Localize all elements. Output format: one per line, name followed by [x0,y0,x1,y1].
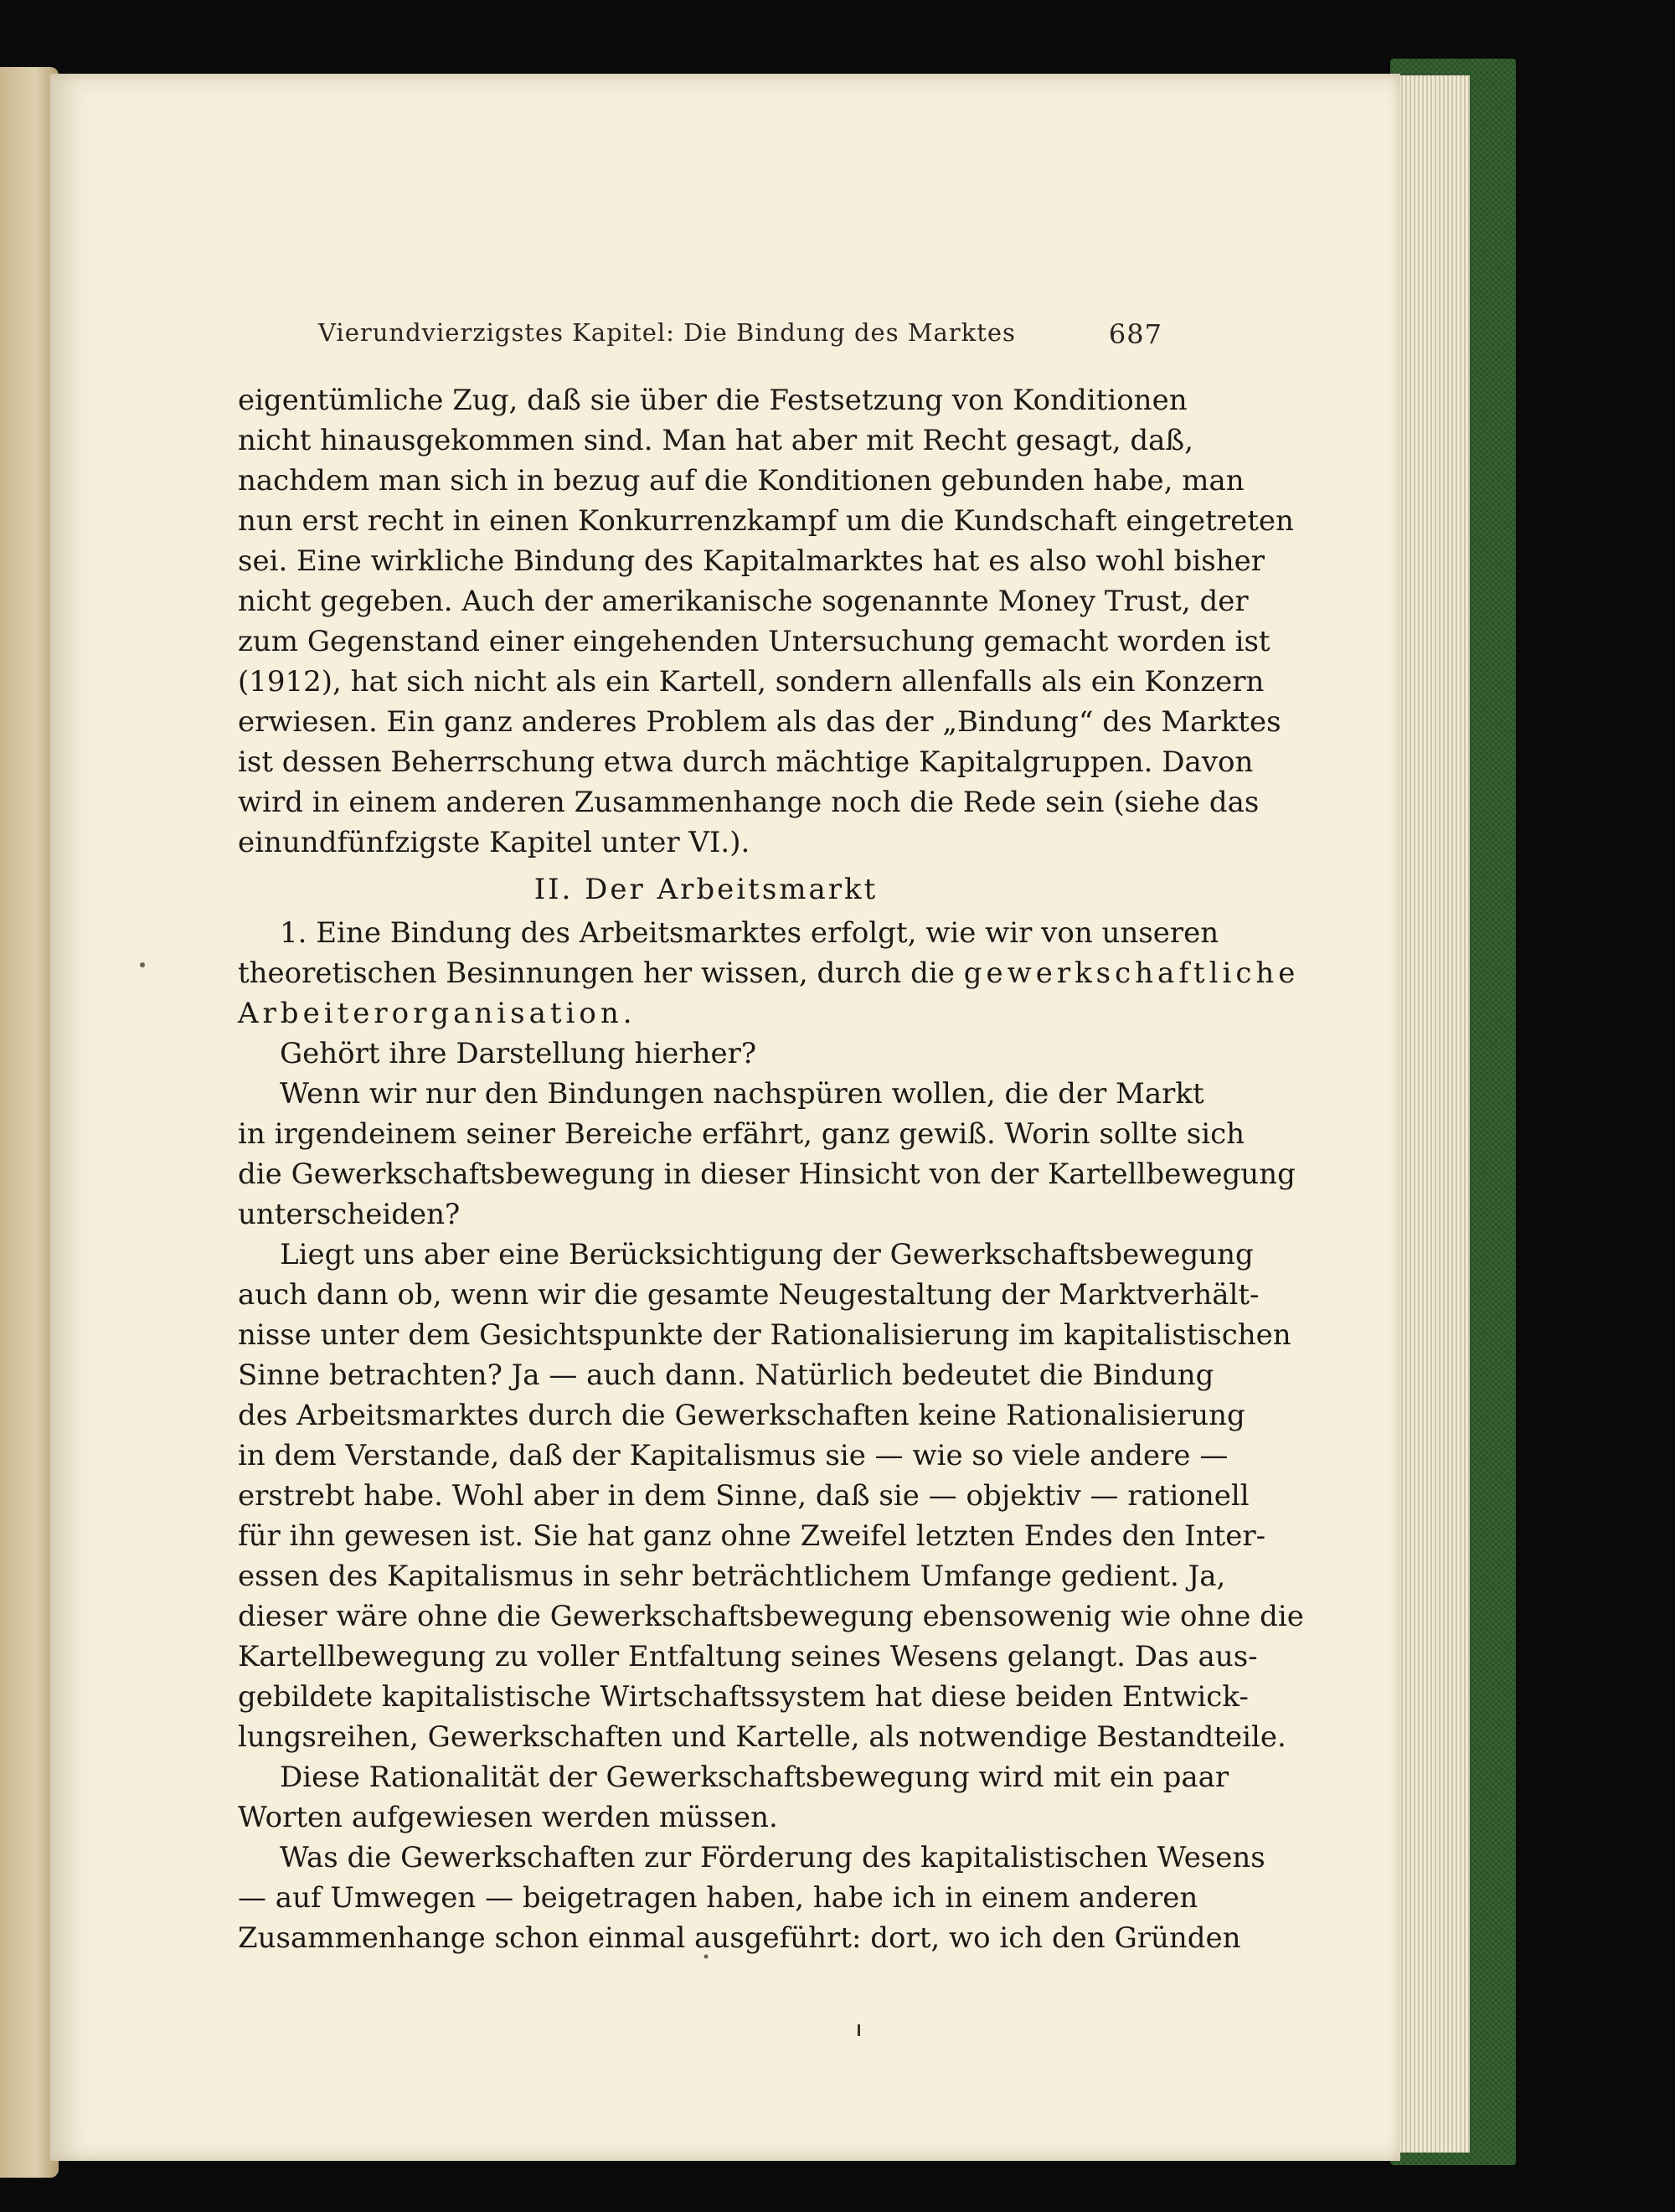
text-line: dieser wäre ohne die Gewerkschaftsbewegung ebensowenig wie ohne die [238,1600,1304,1633]
text-line: Kartellbewegung zu voller Entfaltung seines Wesens gelangt. Das aus- [238,1640,1258,1673]
text-line: des Arbeitsmarktes durch die Gewerkschaften keine Rationalisierung [238,1399,1245,1432]
text-line: Liegt uns aber eine Berücksichtigung der Gewerkschaftsbewegung [280,1238,1254,1271]
text-line: (1912), hat sich nicht als ein Kartell, sondern allenfalls als ein Konzern [238,665,1265,699]
text-line: lungsreihen, Gewerkschaften und Kartelle, als notwendige Bestandteile. [238,1720,1286,1754]
text-line: nachdem man sich in bezug auf die Konditionen gebunden habe, man [238,464,1245,498]
text-line [238,993,1174,1034]
text-line: nun erst recht in einen Konkurrenzkampf um die Kundschaft eingetreten [238,504,1294,538]
text-line: in dem Verstande, daß der Kapitalismus sie — wie so viele andere — [238,1439,1229,1472]
text-line: eigentümliche Zug, daß sie über die Festsetzung von Konditionen [238,384,1188,417]
text-line: sei. Eine wirkliche Bindung des Kapitalmarktes hat es also wohl bisher [238,544,1265,578]
text-line: wird in einem anderen Zusammenhange noch die Rede sein (siehe das [238,786,1260,819]
page-number: 687 [1108,318,1162,350]
text-line: Worten aufgewiesen werden müssen. [238,1801,778,1834]
text-line: essen des Kapitalismus in sehr beträchtlichem Umfange gedient. Ja, [238,1560,1226,1593]
text-line: unterscheiden? [238,1198,461,1231]
text-line: gebildete kapitalistische Wirtschaftssystem hat diese beiden Entwick- [238,1680,1249,1714]
text-line: 1. Eine Bindung des Arbeitsmarktes erfolgt, wie wir von unseren [280,916,1219,950]
text-line: erwiesen. Ein ganz anderes Problem als das der „Bindung“ des Marktes [238,705,1281,739]
emphasis-span: gewerkschaftliche [963,956,1300,990]
text-line: nisse unter dem Gesichtspunkte der Rationalisierung im kapitalistischen [238,1318,1291,1352]
text-line: auch dann ob, wenn wir die gesamte Neugestaltung der Marktverhält- [238,1278,1260,1312]
text-line: für ihn gewesen ist. Sie hat ganz ohne Zweifel letzten Endes den Inter- [238,1519,1266,1553]
text-line: erstrebt habe. Wohl aber in dem Sinne, daß sie — objektiv — rationell [238,1479,1250,1513]
text-line: Gehört ihre Darstellung hierher? [280,1037,757,1070]
book-page [50,74,1400,2161]
emphasis-span: Arbeiterorganisation [238,997,623,1030]
chapter-title: Vierundvierzigstes Kapitel: Die Bindung des Marktes [318,318,1016,347]
running-head [318,318,1162,352]
text-line: Sinne betrachten? Ja — auch dann. Natürlich bedeutet die Bindung [238,1359,1214,1392]
page-block-edges [1390,75,1470,2153]
body-text [238,380,1304,1958]
text-line: nicht gegeben. Auch der amerikanische sogenannte Money Trust, der [238,585,1249,618]
text-line: nicht hinausgekommen sind. Man hat aber mit Recht gesagt, daß, [238,424,1193,457]
text-line: zum Gegenstand einer eingehenden Untersuchung gemacht worden ist [238,625,1270,658]
text-span: theoretischen Besinnungen her wissen, durch die [238,956,964,990]
text-line: ist dessen Beherrschung etwa durch mächtige Kapitalgruppen. Davon [238,745,1254,779]
text-line: — auf Umwegen — beigetragen haben, habe ich in einem anderen [238,1881,1198,1915]
text-line: Wenn wir nur den Bindungen nachspüren wollen, die der Markt [280,1077,1204,1111]
text-line: in irgendeinem seiner Bereiche erfährt, ganz gewiß. Worin sollte sich [238,1117,1245,1151]
text-line: die Gewerkschaftsbewegung in dieser Hinsicht von der Kartellbewegung [238,1158,1296,1191]
section-heading: II. Der Arbeitsmarkt [533,873,879,906]
text-line: einundfünfzigste Kapitel unter VI.). [238,826,750,859]
text-line: Was die Gewerkschaften zur Förderung des kapitalistischen Wesens [280,1841,1265,1874]
text-line: Zusammenhange schon einmal ausgeführt: dort, wo ich den Gründen [238,1921,1241,1955]
text-line: Diese Rationalität der Gewerkschaftsbewegung wird mit ein paar [280,1761,1229,1794]
text-span: . [622,997,632,1030]
text-line [238,953,1300,993]
